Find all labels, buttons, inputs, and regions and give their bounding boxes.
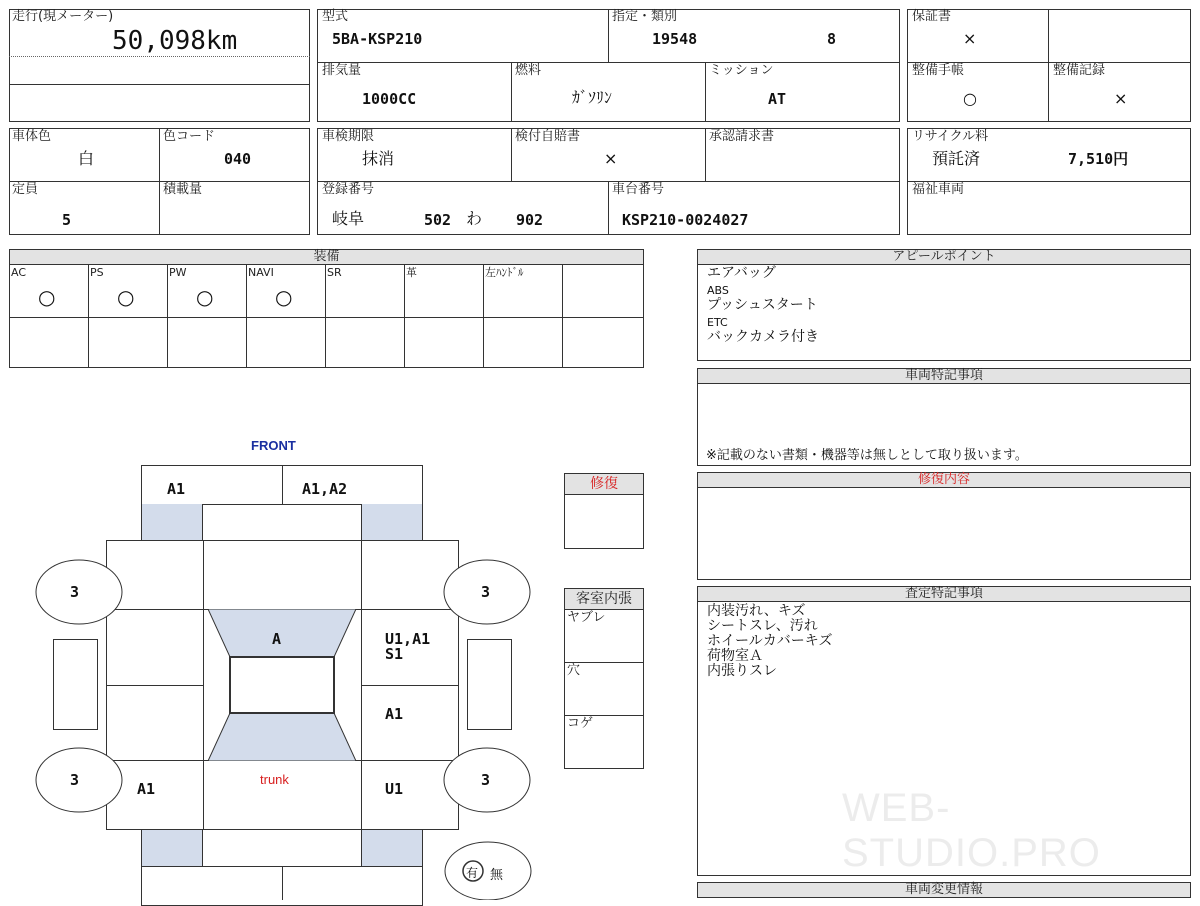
- maintenance-record-value: ×: [1114, 89, 1128, 108]
- recycle-status: 預託済: [932, 149, 981, 168]
- fuel-label: 燃料: [515, 63, 542, 78]
- registration-kana: わ: [466, 209, 483, 228]
- mileage-value: 50,098km: [112, 26, 238, 56]
- equipment-label: PW: [169, 266, 187, 279]
- approval-col-divider: [705, 128, 706, 182]
- repair-header: 修復: [564, 473, 644, 495]
- equipment-label: 左ﾊﾝﾄﾞﾙ: [485, 266, 524, 279]
- insurance-value: ×: [604, 149, 618, 168]
- equipment-col-divider: [562, 317, 563, 368]
- appeal-line: ETC: [707, 316, 728, 329]
- registration-class: 502: [424, 211, 452, 229]
- maintenance-book-value: ○: [963, 89, 977, 108]
- maintenance-book-label: 整備手帳: [912, 63, 965, 78]
- load-label: 積載量: [163, 182, 203, 197]
- interior-row-label: コゲ: [567, 716, 594, 731]
- inspection-value: 抹消: [362, 149, 395, 168]
- watermark: WEB-STUDIO.PRO: [842, 786, 1101, 875]
- equipment-label: PS: [90, 266, 104, 279]
- appeal-line: バックカメラ付き: [707, 329, 819, 345]
- tire-front-right: 3: [481, 583, 491, 601]
- equipment-col-divider: [562, 264, 563, 317]
- body-color-value: 白: [78, 149, 95, 168]
- model-value: 5BA-KSP210: [332, 30, 423, 48]
- repair-body: [564, 494, 644, 549]
- equipment-label: SR: [327, 266, 342, 279]
- warranty-col-divider: [1048, 9, 1049, 122]
- equipment-mark: ○: [38, 285, 56, 309]
- appeal-line: エアバッグ: [707, 265, 776, 281]
- equipment-mark: ○: [196, 285, 214, 309]
- approval-label: 承認請求書: [709, 129, 775, 144]
- appraisal-line: シートスレ、汚れ: [707, 618, 818, 634]
- mission-value: AT: [768, 90, 787, 108]
- fuel-value: ｶﾞｿﾘﾝ: [572, 88, 613, 107]
- warranty-value: ×: [963, 29, 977, 48]
- mission-col-divider: [705, 62, 706, 122]
- appeal-line: プッシュスタート: [707, 297, 818, 313]
- tires: [0, 0, 560, 900]
- recycle-amount: 7,510円: [1068, 150, 1129, 168]
- interior-header: 客室内張: [564, 588, 644, 610]
- tire-rear-left: 3: [70, 771, 80, 789]
- equipment-mark: ○: [117, 285, 135, 309]
- repair-content-header: 修復内容: [697, 472, 1191, 488]
- registration-number: 902: [516, 211, 544, 229]
- color-code-value: 040: [224, 150, 252, 168]
- welfare-label: 福祉車両: [912, 182, 965, 197]
- mark-front-left: A1: [167, 480, 186, 498]
- appraisal-line: ホイールカバーキズ: [707, 633, 833, 649]
- special-notes-note: ※記載のない書類・機器等は無しとして取り扱います。: [706, 448, 1028, 463]
- repair-content-body: [697, 487, 1191, 580]
- spare-no: 無: [490, 868, 504, 883]
- interior-row-label: ヤブレ: [567, 610, 606, 625]
- appraisal-line: 荷物室Ａ: [707, 648, 763, 664]
- maintenance-record-label: 整備記録: [1053, 63, 1106, 78]
- warranty-label: 保証書: [912, 9, 952, 24]
- spare-yes: 有: [466, 866, 479, 880]
- recycle-label: リサイクル料: [912, 129, 989, 144]
- capacity-value: 5: [62, 211, 72, 229]
- registration-label: 登録番号: [322, 182, 375, 197]
- designation-code: 19548: [652, 30, 698, 48]
- mark-right-front-door: U1,A1: [385, 630, 431, 648]
- equipment-header: 装備: [9, 249, 644, 265]
- displacement-label: 排気量: [322, 63, 362, 78]
- trunk-label: trunk: [260, 772, 289, 787]
- designation-label: 指定・類別: [612, 9, 678, 24]
- mission-label: ミッション: [709, 63, 774, 78]
- equipment-label: NAVI: [248, 266, 274, 279]
- body-color-label: 車体色: [12, 129, 52, 144]
- model-col-divider: [608, 9, 609, 63]
- registration-area: 岐阜: [332, 209, 365, 228]
- mark-left-rear: A1: [137, 780, 156, 798]
- special-notes-header: 車両特記事項: [697, 368, 1191, 384]
- tire-rear-right: 3: [481, 771, 491, 789]
- mark-right-rear: U1: [385, 780, 404, 798]
- insurance-label: 検付自賠書: [515, 129, 581, 144]
- model-label: 型式: [322, 9, 349, 24]
- interior-row-label: 穴: [567, 663, 581, 678]
- change-info-header: 車両変更情報: [697, 882, 1191, 898]
- chassis-value: KSP210-0024027: [622, 211, 749, 229]
- mark-front-right: A1,A2: [302, 480, 348, 498]
- appraisal-line: 内張りスレ: [707, 663, 777, 679]
- displacement-value: 1000CC: [362, 90, 417, 108]
- equipment-label: AC: [11, 266, 27, 279]
- chassis-col-divider: [608, 181, 609, 235]
- mark-right-rear-door: A1: [385, 705, 404, 723]
- appeal-header: アピールポイント: [697, 249, 1191, 265]
- mark-roof: A: [272, 630, 282, 648]
- capacity-label: 定員: [12, 182, 39, 197]
- mark-right-front-door-2: S1: [385, 645, 404, 663]
- inspection-label: 車検期限: [322, 129, 375, 144]
- tire-front-left: 3: [70, 583, 80, 601]
- front-label: FRONT: [251, 438, 296, 453]
- appraisal-line: 内装汚れ、キズ: [707, 603, 806, 619]
- mileage-label: 走行(現メーター): [12, 9, 114, 24]
- appeal-line: ABS: [707, 284, 729, 297]
- appraisal-notes-header: 査定特記事項: [697, 586, 1191, 602]
- equipment-mark: ○: [275, 285, 293, 309]
- chassis-label: 車台番号: [612, 182, 665, 197]
- color-code-label: 色コード: [163, 129, 216, 144]
- designation-sub: 8: [827, 30, 837, 48]
- equipment-label: 革: [406, 266, 417, 279]
- interior-body: [564, 609, 644, 769]
